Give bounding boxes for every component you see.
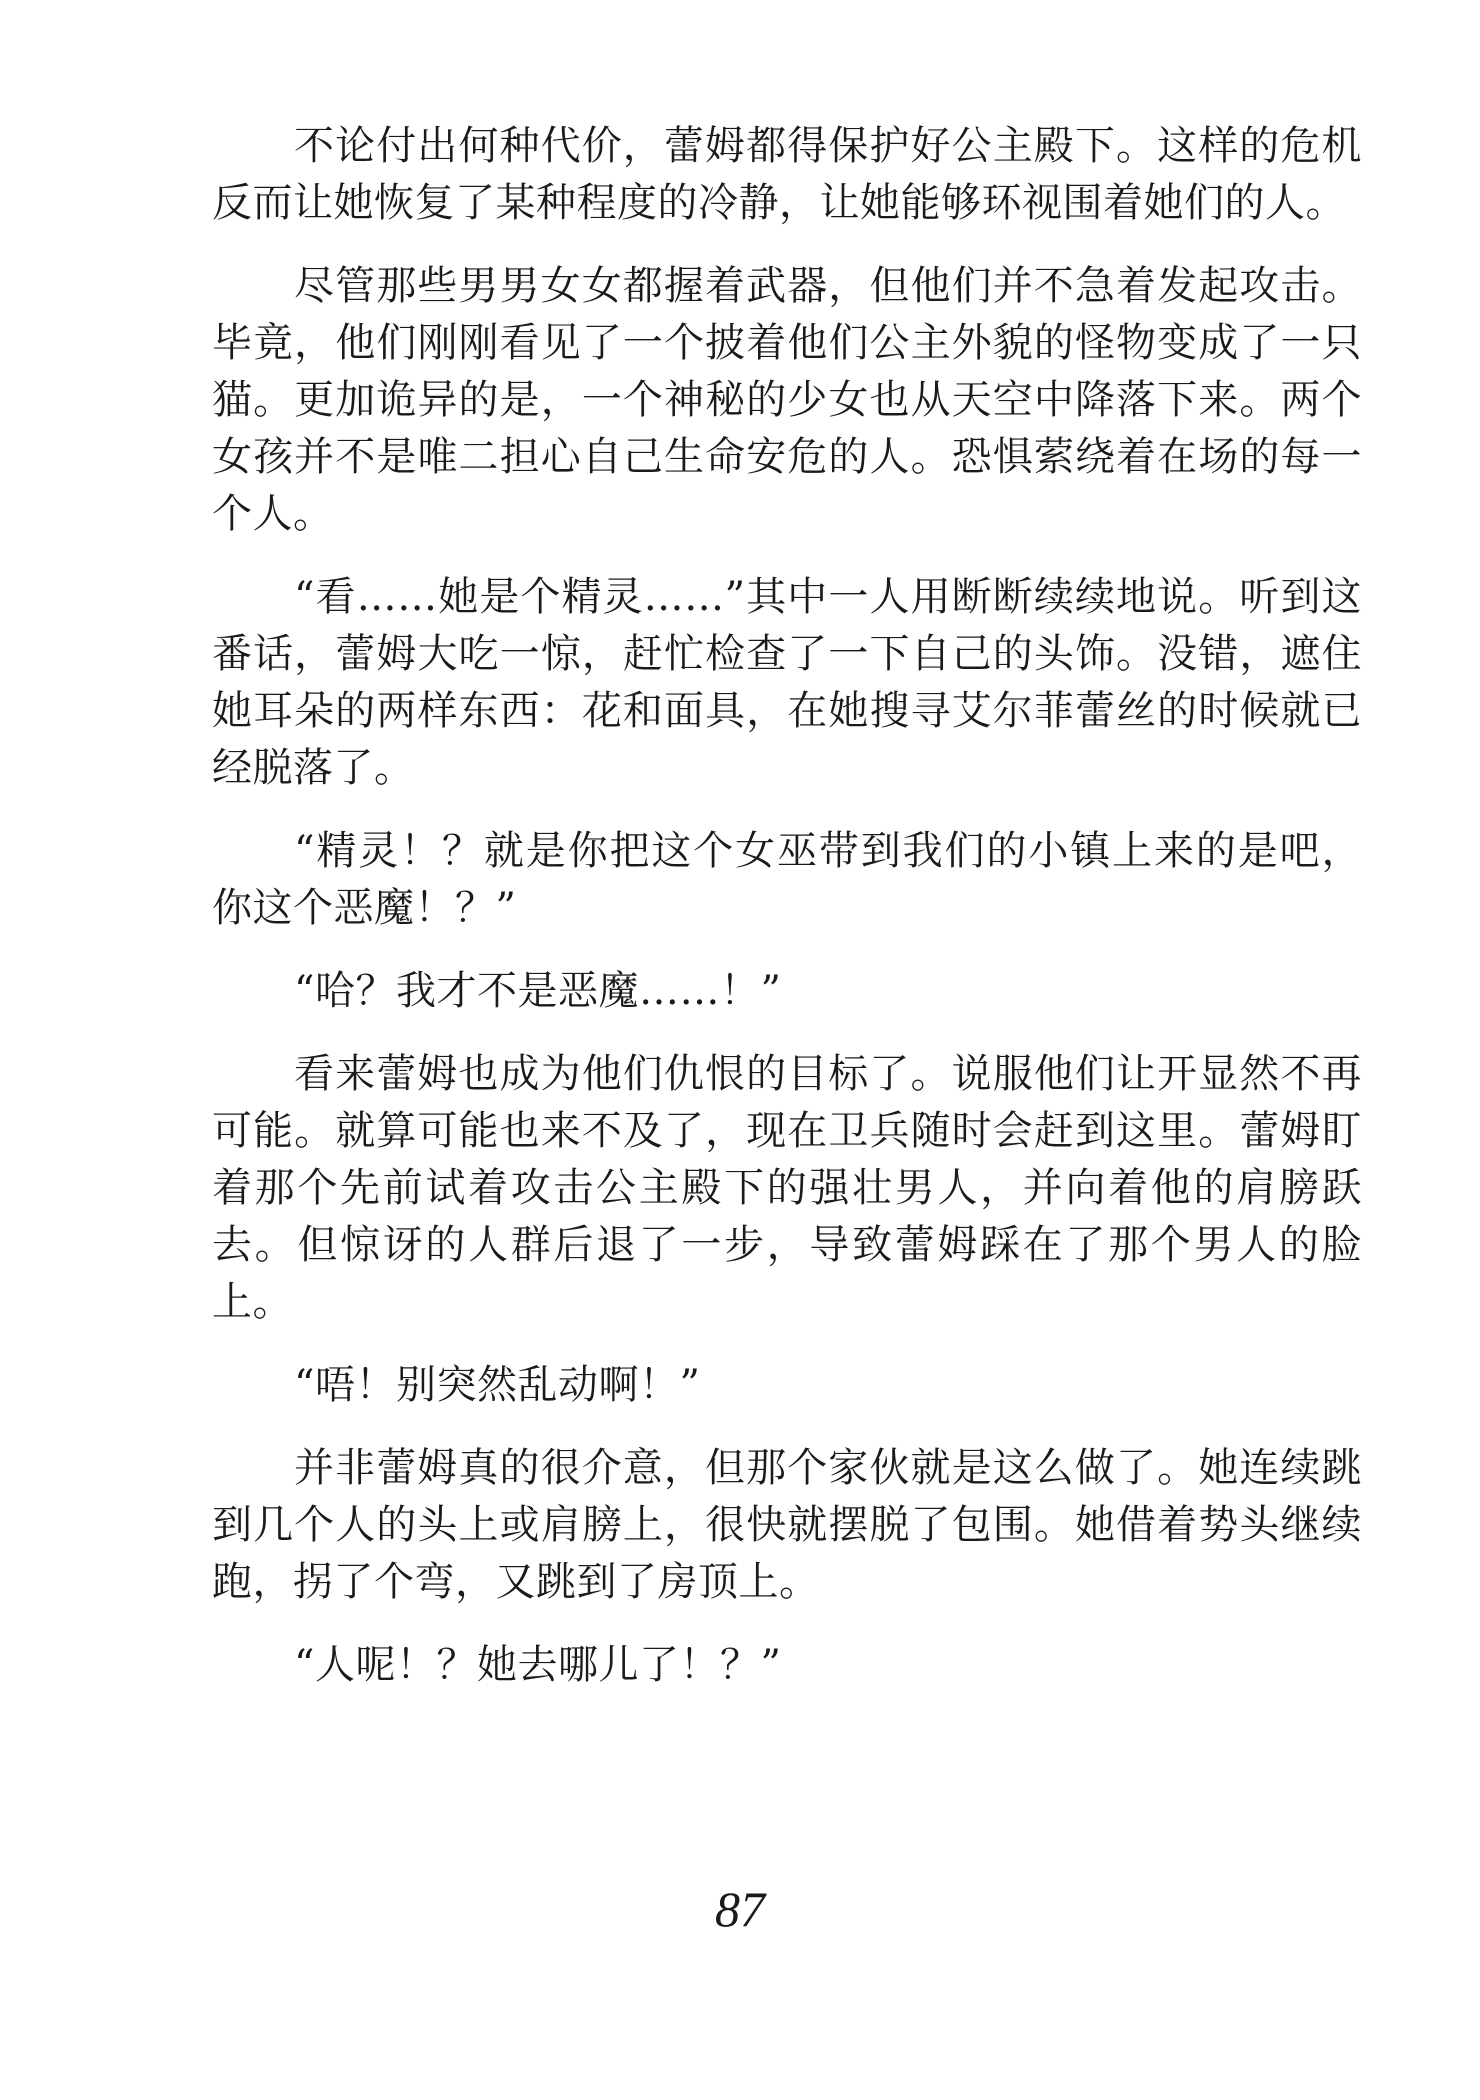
paragraph-6: 看来蕾姆也成为他们仇恨的目标了。说服他们让开显然不再可能。就算可能也来不及了，现在卫兵随时会赶到这里。蕾姆盯着那个先前试着攻击公主殿下的强壮男人，并向着他的肩膀跃去。但惊讶的人群后退了一步，导致蕾姆踩在了那个男人的脸上。 [212, 1051, 1362, 1325]
paragraph-9: “人呢！？她去哪儿了！？” [294, 1642, 782, 1688]
paragraph-5: “哈？我才不是恶魔……！” [294, 968, 782, 1014]
paragraph-4: “精灵！？就是你把这个女巫带到我们的小镇上来的是吧，你这个恶魔！？” [212, 828, 1362, 931]
paragraph-8: 并非蕾姆真的很介意，但那个家伙就是这么做了。她连续跳到几个人的头上或肩膀上，很快就摆脱了包围。她借着势头继续跑，拐了个弯，又跳到了房顶上。 [212, 1445, 1362, 1605]
paragraph-7: “唔！别突然乱动啊！” [294, 1362, 701, 1408]
page-number: 87 [715, 1881, 765, 1937]
paragraph-2: 尽管那些男男女女都握着武器，但他们并不急着发起攻击。毕竟，他们刚刚看见了一个披着他们公主外貌的怪物变成了一只猫。更加诡异的是，一个神秘的少女也从天空中降落下来。两个女孩并不是唯二担心自己生命安危的人。恐惧萦绕着在场的每一个人。 [212, 263, 1362, 537]
paragraph-1: 不论付出何种代价，蕾姆都得保护好公主殿下。这样的危机反而让她恢复了某种程度的冷静，让她能够环视围着她们的人。 [212, 123, 1362, 226]
paragraph-3: “看……她是个精灵……”其中一人用断断续续地说。听到这番话，蕾姆大吃一惊，赶忙检查了一下自己的头饰。没错，遮住她耳朵的两样东西：花和面具，在她搜寻艾尔菲蕾丝的时候就已经脱落了。 [212, 574, 1362, 791]
body-text [212, 118, 1362, 1720]
